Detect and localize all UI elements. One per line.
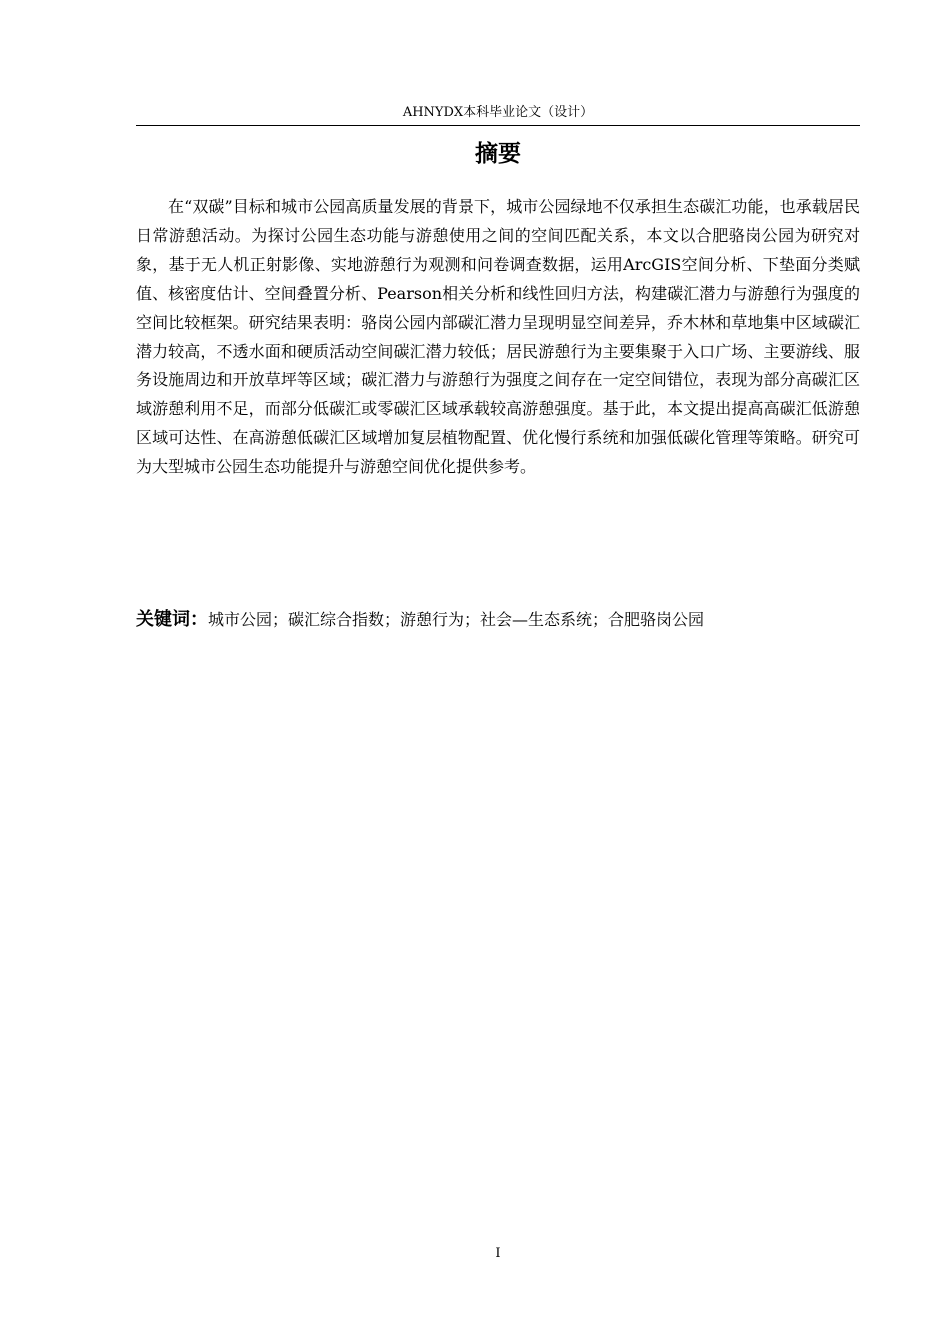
- keywords-label: 关键词：: [136, 609, 208, 630]
- abstract-body: 在“双碳”目标和城市公园高质量发展的背景下，城市公园绿地不仅承担生态碳汇功能，也承载居民日常游憩活动。为探讨公园生态功能与游憩使用之间的空间匹配关系，本文以合肥骆岗公园为研究对象，基于无人机正射影像、实地游憩行为观测和问卷调查数据，运用ArcGIS空间分析、下垫面分类赋值、核密度估计、空间叠置分析、Pearson相关分析和线性回归方法，构建碳汇潜力与游憩行为强度的空间比较框架。研究结果表明：骆岗公园内部碳汇潜力呈现明显空间差异，乔木林和草地集中区域碳汇潜力较高，不透水面和硬质活动空间碳汇潜力较低；居民游憩行为主要集聚于入口广场、主要游线、服务设施周边和开放草坪等区域；碳汇潜力与游憩行为强度之间存在一定空间错位，表现为部分高碳汇区域游憩利用不足，而部分低碳汇或零碳汇区域承载较高游憩强度。基于此，本文提出提高高碳汇低游憩区域可达性、在高游憩低碳汇区域增加复层植物配置、优化慢行系统和加强低碳化管理等策略。研究可为大型城市公园生态功能提升与游憩空间优化提供参考。: [136, 197, 860, 477]
- page-number: I: [495, 1246, 501, 1261]
- abstract-heading: 摘要: [475, 141, 521, 167]
- keywords-line: [136, 605, 860, 635]
- keywords-terms: 城市公园；碳汇综合指数；游憩行为；社会—生态系统；合肥骆岗公园: [208, 610, 705, 629]
- running-header: AHNYDX本科毕业论文（设计）: [402, 105, 594, 120]
- header-divider: [136, 125, 860, 126]
